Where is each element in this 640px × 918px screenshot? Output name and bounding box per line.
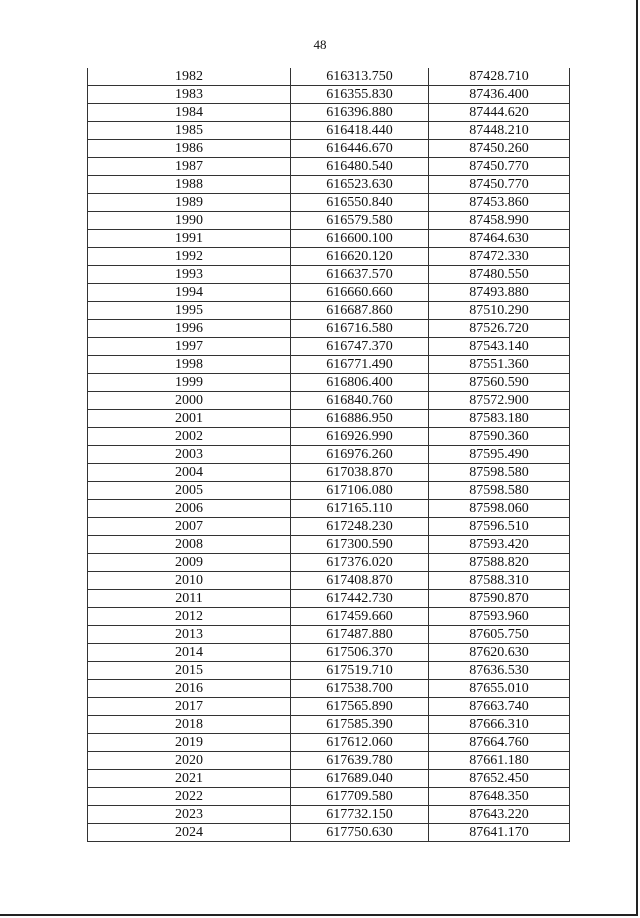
- y-coordinate-cell: 87636.530: [429, 662, 570, 680]
- x-coordinate-cell: 616550.840: [291, 194, 429, 212]
- x-coordinate-cell: 616806.400: [291, 374, 429, 392]
- year-cell: 1995: [88, 302, 291, 320]
- year-cell: 1982: [88, 68, 291, 86]
- table-row: [88, 338, 570, 356]
- x-coordinate-cell: 617442.730: [291, 590, 429, 608]
- x-coordinate-cell: 617689.040: [291, 770, 429, 788]
- x-coordinate-cell: 617709.580: [291, 788, 429, 806]
- y-coordinate-cell: 87560.590: [429, 374, 570, 392]
- x-coordinate-cell: 617639.780: [291, 752, 429, 770]
- y-coordinate-cell: 87595.490: [429, 446, 570, 464]
- year-cell: 1983: [88, 86, 291, 104]
- y-coordinate-cell: 87590.360: [429, 428, 570, 446]
- y-coordinate-cell: 87588.310: [429, 572, 570, 590]
- x-coordinate-cell: 617038.870: [291, 464, 429, 482]
- y-coordinate-cell: 87643.220: [429, 806, 570, 824]
- x-coordinate-cell: 617487.880: [291, 626, 429, 644]
- y-coordinate-cell: 87590.870: [429, 590, 570, 608]
- year-cell: 2018: [88, 716, 291, 734]
- table-row: [88, 716, 570, 734]
- y-coordinate-cell: 87572.900: [429, 392, 570, 410]
- year-cell: 1998: [88, 356, 291, 374]
- table-row: [88, 68, 570, 86]
- table-row: [88, 230, 570, 248]
- y-coordinate-cell: 87436.400: [429, 86, 570, 104]
- year-cell: 1990: [88, 212, 291, 230]
- table-row: [88, 86, 570, 104]
- year-cell: 2023: [88, 806, 291, 824]
- year-cell: 1987: [88, 158, 291, 176]
- year-cell: 2001: [88, 410, 291, 428]
- year-cell: 2019: [88, 734, 291, 752]
- year-cell: 1989: [88, 194, 291, 212]
- year-cell: 2008: [88, 536, 291, 554]
- y-coordinate-cell: 87596.510: [429, 518, 570, 536]
- year-cell: 1994: [88, 284, 291, 302]
- table-row: [88, 752, 570, 770]
- x-coordinate-cell: 617750.630: [291, 824, 429, 842]
- year-cell: 2010: [88, 572, 291, 590]
- year-cell: 1988: [88, 176, 291, 194]
- y-coordinate-cell: 87448.210: [429, 122, 570, 140]
- y-coordinate-cell: 87666.310: [429, 716, 570, 734]
- year-cell: 2011: [88, 590, 291, 608]
- y-coordinate-cell: 87526.720: [429, 320, 570, 338]
- year-cell: 1993: [88, 266, 291, 284]
- x-coordinate-cell: 617519.710: [291, 662, 429, 680]
- table-row: [88, 734, 570, 752]
- x-coordinate-cell: 617538.700: [291, 680, 429, 698]
- table-row: [88, 374, 570, 392]
- x-coordinate-cell: 617585.390: [291, 716, 429, 734]
- year-cell: 2021: [88, 770, 291, 788]
- year-cell: 1999: [88, 374, 291, 392]
- table-row: [88, 626, 570, 644]
- table-row: [88, 518, 570, 536]
- table-row: [88, 356, 570, 374]
- table-row: [88, 500, 570, 518]
- table-row: [88, 680, 570, 698]
- table-row: [88, 284, 570, 302]
- year-cell: 2024: [88, 824, 291, 842]
- table-row: [88, 212, 570, 230]
- y-coordinate-cell: 87450.770: [429, 158, 570, 176]
- x-coordinate-cell: 617612.060: [291, 734, 429, 752]
- y-coordinate-cell: 87598.060: [429, 500, 570, 518]
- x-coordinate-cell: 616771.490: [291, 356, 429, 374]
- year-cell: 1991: [88, 230, 291, 248]
- table-row: [88, 266, 570, 284]
- year-cell: 1984: [88, 104, 291, 122]
- y-coordinate-cell: 87444.620: [429, 104, 570, 122]
- table-row: [88, 662, 570, 680]
- year-cell: 2014: [88, 644, 291, 662]
- year-cell: 1985: [88, 122, 291, 140]
- x-coordinate-cell: 616840.760: [291, 392, 429, 410]
- year-cell: 2002: [88, 428, 291, 446]
- table-row: [88, 554, 570, 572]
- table-row: [88, 590, 570, 608]
- y-coordinate-cell: 87664.760: [429, 734, 570, 752]
- x-coordinate-cell: 616687.860: [291, 302, 429, 320]
- y-coordinate-cell: 87648.350: [429, 788, 570, 806]
- x-coordinate-cell: 616313.750: [291, 68, 429, 86]
- year-cell: 2007: [88, 518, 291, 536]
- y-coordinate-cell: 87593.420: [429, 536, 570, 554]
- year-cell: 2017: [88, 698, 291, 716]
- y-coordinate-cell: 87458.990: [429, 212, 570, 230]
- table-row: [88, 410, 570, 428]
- year-cell: 2016: [88, 680, 291, 698]
- x-coordinate-cell: 616523.630: [291, 176, 429, 194]
- table-row: [88, 644, 570, 662]
- table-body: [88, 68, 570, 842]
- table-row: [88, 698, 570, 716]
- x-coordinate-cell: 616355.830: [291, 86, 429, 104]
- year-cell: 2003: [88, 446, 291, 464]
- x-coordinate-cell: 616396.880: [291, 104, 429, 122]
- x-coordinate-cell: 616886.950: [291, 410, 429, 428]
- y-coordinate-cell: 87450.770: [429, 176, 570, 194]
- y-coordinate-cell: 87583.180: [429, 410, 570, 428]
- y-coordinate-cell: 87663.740: [429, 698, 570, 716]
- x-coordinate-cell: 617506.370: [291, 644, 429, 662]
- y-coordinate-cell: 87493.880: [429, 284, 570, 302]
- year-cell: 1992: [88, 248, 291, 266]
- x-coordinate-cell: 617565.890: [291, 698, 429, 716]
- x-coordinate-cell: 616620.120: [291, 248, 429, 266]
- table-row: [88, 428, 570, 446]
- y-coordinate-cell: 87588.820: [429, 554, 570, 572]
- y-coordinate-cell: 87480.550: [429, 266, 570, 284]
- table-row: [88, 770, 570, 788]
- x-coordinate-cell: 617732.150: [291, 806, 429, 824]
- table-row: [88, 608, 570, 626]
- y-coordinate-cell: 87593.960: [429, 608, 570, 626]
- x-coordinate-cell: 617300.590: [291, 536, 429, 554]
- y-coordinate-cell: 87605.750: [429, 626, 570, 644]
- x-coordinate-cell: 616600.100: [291, 230, 429, 248]
- x-coordinate-cell: 617248.230: [291, 518, 429, 536]
- x-coordinate-cell: 616579.580: [291, 212, 429, 230]
- y-coordinate-cell: 87464.630: [429, 230, 570, 248]
- table-row: [88, 158, 570, 176]
- x-coordinate-cell: 617459.660: [291, 608, 429, 626]
- year-cell: 2013: [88, 626, 291, 644]
- year-cell: 2000: [88, 392, 291, 410]
- y-coordinate-cell: 87652.450: [429, 770, 570, 788]
- table-row: [88, 446, 570, 464]
- table-row: [88, 806, 570, 824]
- y-coordinate-cell: 87641.170: [429, 824, 570, 842]
- year-cell: 2006: [88, 500, 291, 518]
- y-coordinate-cell: 87661.180: [429, 752, 570, 770]
- year-cell: 2022: [88, 788, 291, 806]
- table-row: [88, 320, 570, 338]
- year-cell: 2020: [88, 752, 291, 770]
- table-row: [88, 104, 570, 122]
- y-coordinate-cell: 87620.630: [429, 644, 570, 662]
- y-coordinate-cell: 87428.710: [429, 68, 570, 86]
- table-row: [88, 482, 570, 500]
- table-row: [88, 788, 570, 806]
- table-row: [88, 302, 570, 320]
- y-coordinate-cell: 87655.010: [429, 680, 570, 698]
- y-coordinate-cell: 87453.860: [429, 194, 570, 212]
- page-number: 48: [313, 37, 327, 52]
- year-cell: 2015: [88, 662, 291, 680]
- x-coordinate-cell: 617165.110: [291, 500, 429, 518]
- year-cell: 1986: [88, 140, 291, 158]
- y-coordinate-cell: 87472.330: [429, 248, 570, 266]
- x-coordinate-cell: 616418.440: [291, 122, 429, 140]
- y-coordinate-cell: 87598.580: [429, 464, 570, 482]
- table-row: [88, 572, 570, 590]
- table-row: [88, 176, 570, 194]
- year-cell: 1996: [88, 320, 291, 338]
- year-cell: 2009: [88, 554, 291, 572]
- x-coordinate-cell: 616976.260: [291, 446, 429, 464]
- year-cell: 2004: [88, 464, 291, 482]
- x-coordinate-cell: 616480.540: [291, 158, 429, 176]
- x-coordinate-cell: 616660.660: [291, 284, 429, 302]
- x-coordinate-cell: 616716.580: [291, 320, 429, 338]
- year-cell: 2005: [88, 482, 291, 500]
- coordinate-table: [87, 68, 570, 842]
- year-cell: 2012: [88, 608, 291, 626]
- y-coordinate-cell: 87551.360: [429, 356, 570, 374]
- x-coordinate-cell: 616637.570: [291, 266, 429, 284]
- table-row: [88, 392, 570, 410]
- x-coordinate-cell: 616747.370: [291, 338, 429, 356]
- table-row: [88, 464, 570, 482]
- table-row: [88, 122, 570, 140]
- x-coordinate-cell: 617408.870: [291, 572, 429, 590]
- table-row: [88, 248, 570, 266]
- table-row: [88, 536, 570, 554]
- year-cell: 1997: [88, 338, 291, 356]
- x-coordinate-cell: 616446.670: [291, 140, 429, 158]
- x-coordinate-cell: 616926.990: [291, 428, 429, 446]
- y-coordinate-cell: 87510.290: [429, 302, 570, 320]
- x-coordinate-cell: 617106.080: [291, 482, 429, 500]
- y-coordinate-cell: 87543.140: [429, 338, 570, 356]
- table-row: [88, 140, 570, 158]
- x-coordinate-cell: 617376.020: [291, 554, 429, 572]
- y-coordinate-cell: 87450.260: [429, 140, 570, 158]
- table-row: [88, 194, 570, 212]
- y-coordinate-cell: 87598.580: [429, 482, 570, 500]
- table-row: [88, 824, 570, 842]
